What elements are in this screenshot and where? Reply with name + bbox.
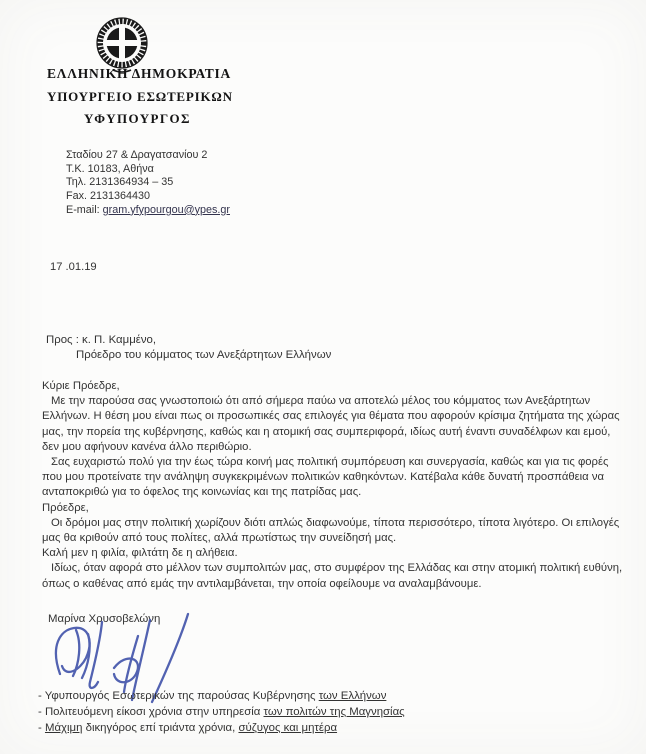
email-address: gram.yfypourgou@ypes.gr	[102, 203, 230, 216]
credential-text: - Υφυπουργός Εσωτερικών της παρούσας Κυβέρνησης	[38, 690, 319, 702]
contact-postal: Τ.Κ. 10183, Αθήνα	[66, 162, 154, 175]
credentials-list	[38, 689, 405, 737]
email-label: E-mail:	[66, 203, 103, 216]
letter-date: 17 .01.19	[50, 261, 97, 273]
recipient-title: Πρόεδρο του κόμματος των Ανεξάρτητων Ελλήνων	[76, 348, 332, 361]
contact-fax: Fax. 2131364430	[66, 190, 151, 203]
aphorism-line: Καλή μεν η φιλία, φιλτάτη δε η αλήθεια.	[42, 547, 238, 560]
credential-text: δικηγόρος επί τριάντα χρόνια,	[82, 721, 239, 734]
recipient-block	[46, 333, 331, 362]
letterhead-deputy-minister: ΥΦΥΠΟΥΡΓΟΣ	[84, 111, 191, 126]
recipient-name: Προς : κ. Π. Καμμένο,	[46, 334, 157, 346]
letter-body	[42, 379, 624, 592]
credential-underlined-text: Μάχιμη	[44, 721, 83, 734]
credential-item	[38, 721, 405, 737]
credential-item	[38, 689, 405, 705]
credential-underlined-text: σύζυγος και μητέρα	[238, 721, 338, 734]
paragraph-4: Ιδίως, όταν αφορά στο μέλλον των συμπολιτών μας, στο συμφέρον της Ελλάδας και στην ατομική πολιτική ευθύνη, όπως ο καθένας από εμάς την αντιλαμβάνεται, την οποία οφείλουμε να αναλαμβάνουμε.	[42, 562, 623, 590]
contact-block	[66, 149, 230, 218]
credential-underlined-text: των πολιτών της Μαγνησίας	[263, 705, 405, 718]
vocative: Πρόεδρε,	[42, 501, 89, 514]
contact-phone: Τηλ. 2131364934 – 35	[66, 176, 174, 189]
contact-street: Σταδίου 27 & Δραγατσανίου 2	[66, 149, 208, 161]
credential-text: - Πολιτευόμενη είκοσι χρόνια στην υπηρεσία	[38, 705, 264, 718]
credential-underlined-text: των Ελλήνων	[318, 690, 387, 702]
contact-email-row	[66, 204, 230, 218]
paragraph-3: Οι δρόμοι μας στην πολιτική χωρίζουν διότι απλώς διαφωνούμε, τίποτα περισσότερο, τίποτα λιγότερο. Οι επιλογές μας θα κριθούν από τους πολίτες, αλλά πρωτίστως την συνείδησή μας.	[42, 516, 620, 545]
letterhead-ministry: ΥΠΟΥΡΓΕΙΟ ΕΣΩΤΕΡΙΚΩΝ	[47, 89, 233, 104]
paragraph-1: Με την παρούσα σας γνωστοποιώ ότι από σήμερα παύω να αποτελώ μέλος του κόμματος των Ανεξάρτητων Ελλήνων. Η θέση μου είναι πως οι προσωπικές σας επιλογές για θέματα που αφορούν κρίσιμα ζητήματα της χώρας μας, την πορεία της κυβέρνησης, καθώς και η ατομική σας συμπεριφορά, ιδίως αυτή έναντι συναδέλφων και εμού, δεν μου αφήνουν κανένα άλλο περιθώριο.	[42, 395, 620, 453]
salutation: Κύριε Πρόεδρε,	[42, 380, 120, 392]
letterhead-republic: ΕΛΛΗΝΙΚΗ ΔΗΜΟΚΡΑΤΙΑ	[47, 66, 232, 81]
signer-name: Μαρίνα Χρυσοβελώνη	[48, 613, 161, 625]
paragraph-2: Σας ευχαριστώ πολύ για την έως τώρα κοινή μας πολιτική συμπόρευση και συνεργασία, καθώς και για τις φορές που μου προτείνατε την ανάληψη συγκεκριμένων πολιτικών καθηκόντων. Κατέβαλα κάθε δυνατή προσπάθεια να ανταποκριθώ για το όφελος της κοινωνίας και της πατρίδας μας.	[42, 456, 609, 499]
credential-item	[38, 705, 405, 721]
credential-dash: -	[38, 721, 45, 734]
